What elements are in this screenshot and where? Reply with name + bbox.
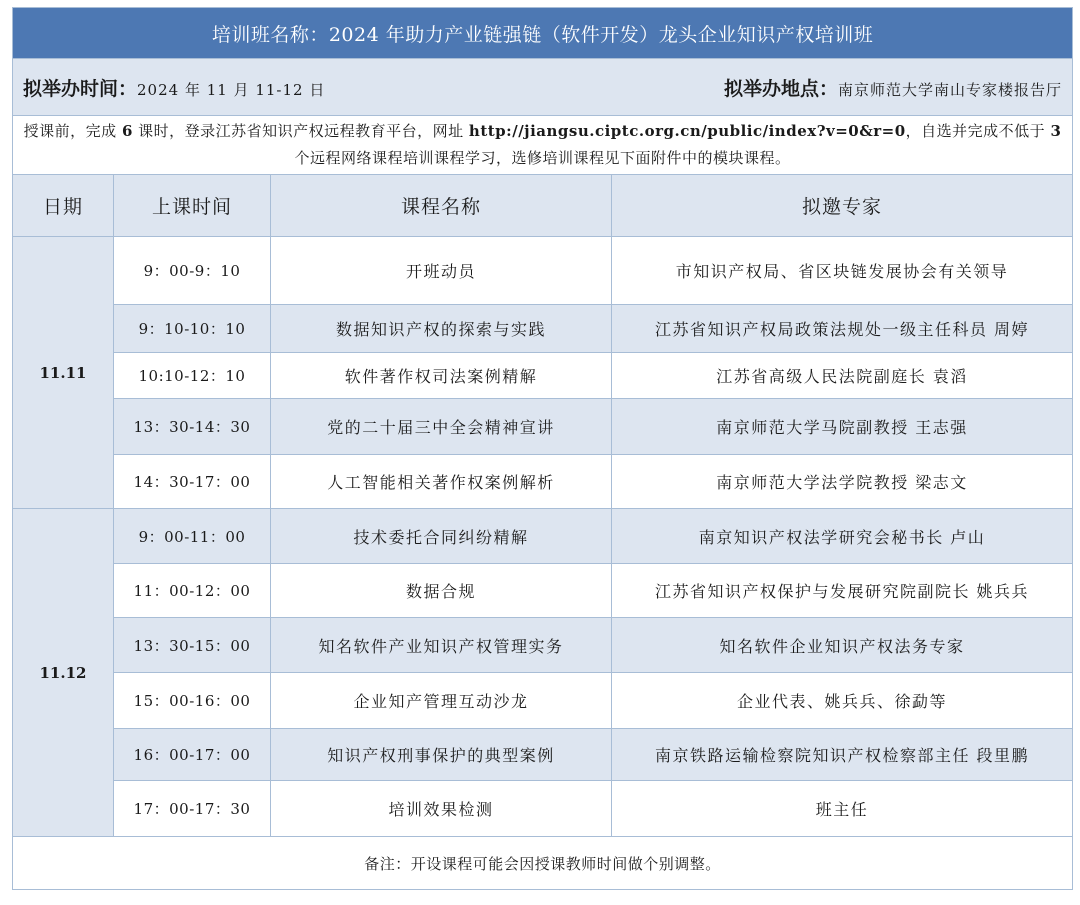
course-cell: 企业知产管理互动沙龙	[271, 673, 612, 729]
course-cell: 数据知识产权的探索与实践	[271, 305, 612, 353]
notice-url: http://jiangsu.ciptc.org.cn/public/index?v=0&r=0	[468, 122, 906, 140]
schedule-row	[13, 237, 1073, 305]
time-cell: 11：00-12：00	[114, 564, 271, 618]
expert-cell: 南京师范大学法学院教授 梁志文	[612, 455, 1073, 509]
time-cell: 13：30-14：30	[114, 399, 271, 455]
schedule-row	[13, 673, 1073, 729]
schedule-row	[13, 509, 1073, 564]
column-header-row	[13, 175, 1073, 237]
expert-cell: 企业代表、姚兵兵、徐勐等	[612, 673, 1073, 729]
course-cell: 知名软件产业知识产权管理实务	[271, 618, 612, 673]
footer-note: 备注：开设课程可能会因授课教师时间做个别调整。	[13, 837, 1073, 890]
event-time	[23, 74, 325, 101]
time-cell: 15：00-16：00	[114, 673, 271, 729]
time-cell: 17：00-17：30	[114, 781, 271, 837]
event-place-value: 南京师范大学南山专家楼报告厅	[838, 80, 1063, 99]
page-title: 培训班名称：2024 年助力产业链强链（软件开发）龙头企业知识产权培训班	[13, 8, 1073, 59]
course-cell: 开班动员	[271, 237, 612, 305]
notice-part1: 授课前，完成	[23, 122, 122, 140]
notice-count2: 3	[1050, 122, 1062, 140]
expert-cell: 江苏省知识产权局政策法规处一级主任科员 周婷	[612, 305, 1073, 353]
notice-text	[13, 116, 1073, 175]
expert-cell: 江苏省知识产权保护与发展研究院副院长 姚兵兵	[612, 564, 1073, 618]
expert-cell: 知名软件企业知识产权法务专家	[612, 618, 1073, 673]
course-cell: 数据合规	[271, 564, 612, 618]
expert-cell: 班主任	[612, 781, 1073, 837]
expert-cell: 江苏省高级人民法院副庭长 袁滔	[612, 353, 1073, 399]
training-schedule-table	[12, 7, 1073, 890]
expert-cell: 南京知识产权法学研究会秘书长 卢山	[612, 509, 1073, 564]
notice-count1: 6	[121, 122, 133, 140]
event-place-label: 拟举办地点：	[724, 77, 839, 100]
date-cell: 11.12	[13, 509, 114, 837]
info-row	[13, 59, 1073, 116]
date-cell: 11.11	[13, 237, 114, 509]
schedule-row	[13, 564, 1073, 618]
event-time-value: 2024 年 11 月 11-12 日	[137, 80, 326, 99]
expert-cell: 市知识产权局、省区块链发展协会有关领导	[612, 237, 1073, 305]
schedule-row	[13, 399, 1073, 455]
time-cell: 9：10-10：10	[114, 305, 271, 353]
course-cell: 软件著作权司法案例精解	[271, 353, 612, 399]
notice-part2: 课时，登录江苏省知识产权远程教育平台，网址	[132, 122, 469, 140]
column-header-date: 日期	[13, 175, 114, 237]
time-cell: 14：30-17：00	[114, 455, 271, 509]
schedule-row	[13, 618, 1073, 673]
notice-part4: 个远程网络课程培训课程学习，选修培训课程见下面附件中的模块课程。	[294, 149, 791, 167]
time-cell: 16：00-17：00	[114, 729, 271, 781]
column-header-time: 上课时间	[114, 175, 271, 237]
column-header-course: 课程名称	[271, 175, 612, 237]
column-header-expert: 拟邀专家	[612, 175, 1073, 237]
schedule-row	[13, 729, 1073, 781]
course-cell: 培训效果检测	[271, 781, 612, 837]
time-cell: 9：00-9：10	[114, 237, 271, 305]
expert-cell: 南京师范大学马院副教授 王志强	[612, 399, 1073, 455]
notice-part3: ，自选并完成不低于	[905, 122, 1051, 140]
course-cell: 知识产权刑事保护的典型案例	[271, 729, 612, 781]
course-cell: 人工智能相关著作权案例解析	[271, 455, 612, 509]
schedule-row	[13, 455, 1073, 509]
schedule-row	[13, 353, 1073, 399]
time-cell: 10:10-12：10	[114, 353, 271, 399]
schedule-row	[13, 305, 1073, 353]
event-place	[724, 74, 1062, 101]
expert-cell: 南京铁路运输检察院知识产权检察部主任 段里鹏	[612, 729, 1073, 781]
course-cell: 党的二十届三中全会精神宣讲	[271, 399, 612, 455]
schedule-row	[13, 781, 1073, 837]
event-time-label: 拟举办时间：	[23, 77, 138, 100]
time-cell: 9：00-11：00	[114, 509, 271, 564]
time-cell: 13：30-15：00	[114, 618, 271, 673]
course-cell: 技术委托合同纠纷精解	[271, 509, 612, 564]
